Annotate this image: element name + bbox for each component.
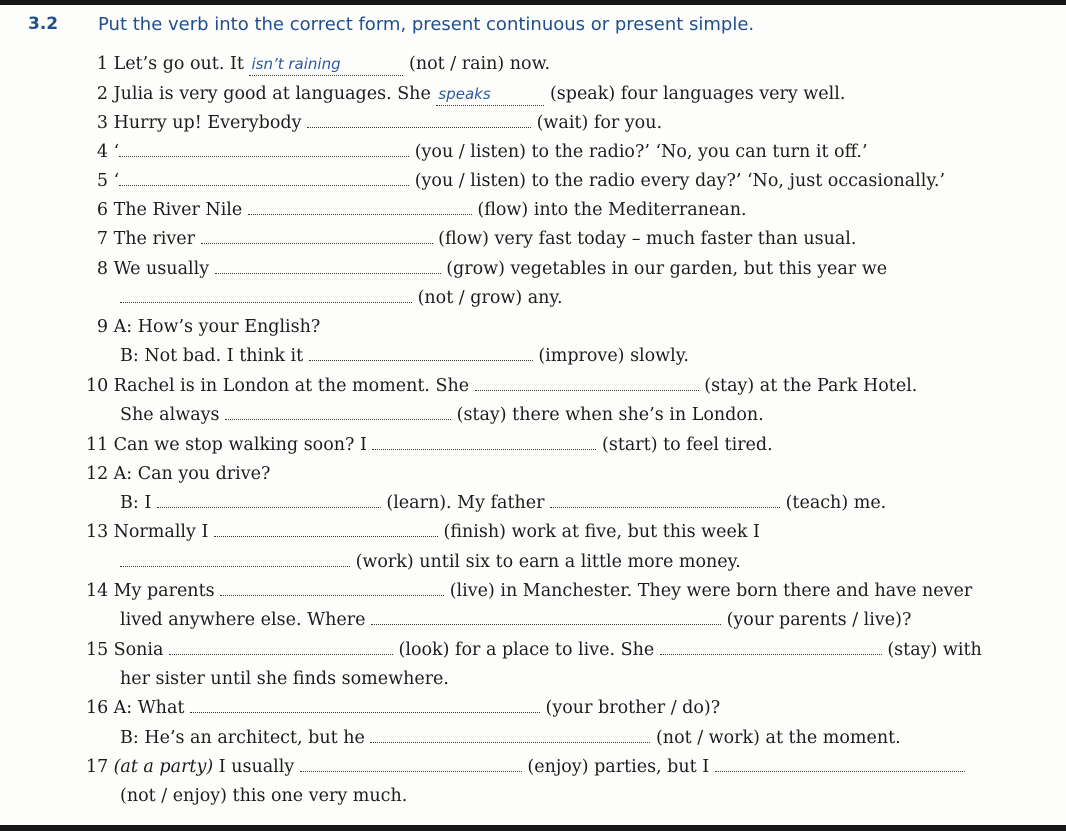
answer-blank[interactable] xyxy=(300,757,522,772)
item-9: 9 A: How’s your English? xyxy=(96,317,321,337)
answer-blank[interactable] xyxy=(371,610,721,625)
item-14: 14 My parents (live) in Manchester. They were born there and have never xyxy=(86,581,973,601)
item-2: 2 Julia is very good at languages. She speaks (speak) four languages very well. xyxy=(96,84,846,104)
item-5: 5 ‘ (you / listen) to the radio every day?’ ‘No, just occasionally.’ xyxy=(96,171,946,191)
item-4: 4 ‘ (you / listen) to the radio?’ ‘No, you can turn it off.’ xyxy=(96,142,868,162)
answer-blank[interactable] xyxy=(190,698,540,713)
item-10: 10 Rachel is in London at the moment. She (stay) at the Park Hotel. xyxy=(86,376,918,396)
item-17: 17 (at a party) I usually (enjoy) parties, but I xyxy=(86,756,965,778)
item-12-cont: B: I (learn). My father (teach) me. xyxy=(120,493,887,513)
item-3: 3 Hurry up! Everybody (wait) for you. xyxy=(96,113,663,133)
answer-blank[interactable] xyxy=(119,142,409,157)
item-14-cont: lived anywhere else. Where (your parents / live)? xyxy=(120,610,912,630)
item-15-cont: her sister until she finds somewhere. xyxy=(120,669,449,689)
answer-blank[interactable] xyxy=(120,288,412,303)
answer-blank[interactable] xyxy=(660,640,882,655)
answer-blank[interactable] xyxy=(370,728,650,743)
answer-blank[interactable] xyxy=(220,581,444,596)
answer-field[interactable]: isn’t raining xyxy=(249,53,403,76)
answer-blank[interactable] xyxy=(157,493,381,508)
answer-blank[interactable] xyxy=(225,405,451,420)
answer-blank[interactable] xyxy=(309,346,533,361)
answer-blank[interactable] xyxy=(248,200,472,215)
item-17-cont: (not / enjoy) this one very much. xyxy=(120,786,408,806)
answer-blank[interactable] xyxy=(475,376,699,391)
answer-blank[interactable] xyxy=(372,435,596,450)
answer-blank[interactable] xyxy=(715,757,965,772)
answer-blank[interactable] xyxy=(215,259,441,274)
item-10-cont: She always (stay) there when she’s in London. xyxy=(120,405,764,425)
exercise-number: 3.2 xyxy=(28,14,59,34)
answer-blank[interactable] xyxy=(120,552,350,567)
answer-blank[interactable] xyxy=(307,113,531,128)
answer-blank[interactable] xyxy=(169,640,393,655)
answer-blank[interactable] xyxy=(214,522,438,537)
exercise-instruction: Put the verb into the correct form, present continuous or present simple. xyxy=(98,14,755,35)
answer-blank[interactable] xyxy=(119,171,409,186)
bottom-rule xyxy=(0,825,1066,831)
item-13-cont: (work) until six to earn a little more money. xyxy=(120,551,741,573)
item-8: 8 We usually (grow) vegetables in our garden, but this year we xyxy=(96,259,888,279)
item-1: 1 Let’s go out. It isn’t raining (not / rain) now. xyxy=(96,54,551,74)
item-15: 15 Sonia (look) for a place to live. She (stay) with xyxy=(86,640,982,660)
item-9-cont: B: Not bad. I think it (improve) slowly. xyxy=(120,346,689,366)
item-16: 16 A: What (your brother / do)? xyxy=(86,698,721,718)
item-12: 12 A: Can you drive? xyxy=(86,464,271,484)
answer-field[interactable]: speaks xyxy=(436,83,544,106)
top-rule xyxy=(0,0,1066,5)
answer-blank[interactable] xyxy=(201,229,433,244)
answer-blank[interactable] xyxy=(550,493,780,508)
exercise-header xyxy=(28,14,755,35)
item-11: 11 Can we stop walking soon? I (start) to feel tired. xyxy=(86,435,773,455)
item-6: 6 The River Nile (flow) into the Mediterranean. xyxy=(96,200,747,220)
item-13: 13 Normally I (finish) work at five, but this week I xyxy=(86,522,760,542)
item-8-cont: (not / grow) any. xyxy=(120,287,563,309)
item-7: 7 The river (flow) very fast today – much faster than usual. xyxy=(96,229,857,249)
item-16-cont: B: He’s an architect, but he (not / work) at the moment. xyxy=(120,728,901,748)
